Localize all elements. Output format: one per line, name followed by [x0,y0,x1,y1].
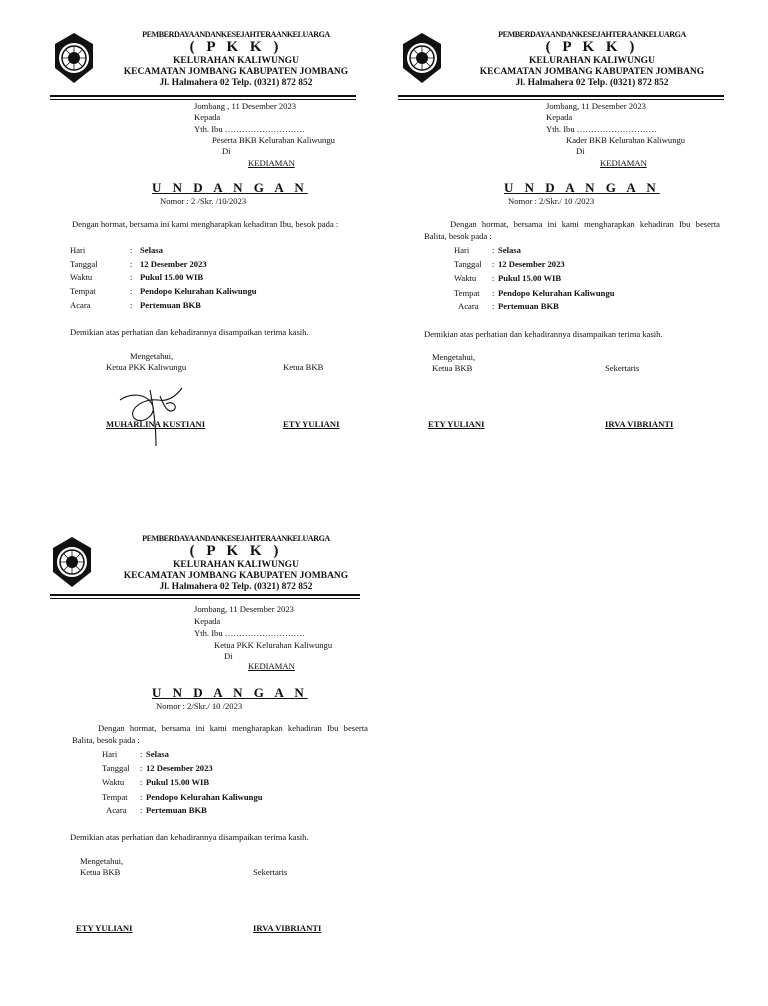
letter-date: Jombang , 11 Desember 2023 [194,101,297,111]
tanggal-label: Tanggal [102,763,130,773]
mengetahui-label: Mengetahui, [130,351,174,361]
kelurahan-line: KELURAHAN KALIWUNGU [529,56,655,67]
signer-left-title: Ketua BKB [80,867,121,877]
nomor-line: Nomor : 2/Skr./ 10 /2023 [156,701,243,711]
letter-date: Jombang, 11 Desember 2023 [194,604,294,614]
acara-value: Pertemuan BKB [498,301,559,311]
signer-right-title: Ketua BKB [283,362,324,372]
header-divider [50,594,360,596]
kepada-label: Kepada [194,112,221,122]
di-label: Di [222,146,231,156]
hari-label: Hari [70,245,86,255]
colon: : [492,301,495,311]
tempat-label: Tempat [454,288,480,298]
tempat-label: Tempat [102,792,128,802]
tanggal-value: 12 Desember 2023 [146,763,213,773]
colon: : [140,805,143,815]
yth-line: Yth. Ibu ………………………. [546,124,657,134]
tanggal-label: Tanggal [70,259,98,269]
body-paragraph: Dengan hormat, bersama ini kami mengharapkan kehadiran Ibu beserta Balita, besok pada : [72,723,368,745]
kecamatan-line: KECAMATAN JOMBANG KABUPATEN JOMBANG [123,67,349,78]
pkk-title: ( P K K ) [189,543,283,560]
colon: : [492,288,495,298]
signer-left-title: Ketua BKB [432,363,473,373]
header-divider-thin [398,99,724,100]
kelurahan-line: KELURAHAN KALIWUNGU [173,56,299,67]
acara-value: Pertemuan BKB [140,300,201,310]
tempat-value: Pendopo Kelurahan Kaliwungu [140,286,257,296]
kecamatan-line: KECAMATAN JOMBANG KABUPATEN JOMBANG [123,571,349,582]
hari-label: Hari [454,245,470,255]
hari-value: Selasa [498,245,521,255]
colon: : [140,763,143,773]
hari-value: Selasa [146,749,169,759]
pkk-title: ( P K K ) [545,39,639,56]
org-name: PEMBERDAYAANDANKESEJAHTERAANKELUARGA [498,30,686,39]
pkk-emblem-icon [52,32,96,84]
waktu-value: Pukul 15.00 WIB [146,777,210,787]
signer-left-name: ETY YULIANI [76,923,133,933]
undangan-title: U N D A N G A N [152,685,308,700]
closing-line: Demikian atas perhatian dan kehadirannya disampaikan terima kasih. [70,327,309,337]
waktu-value: Pukul 15.00 WIB [140,272,204,282]
header-divider-thin [50,598,360,599]
org-name: PEMBERDAYAANDANKESEJAHTERAANKELUARGA [142,534,330,543]
letterhead [462,30,722,89]
undangan-title: U N D A N G A N [152,180,308,195]
handwritten-signature-icon [112,370,192,450]
mengetahui-label: Mengetahui, [432,352,476,362]
letterhead [106,534,366,593]
header-divider [50,95,356,97]
kediaman-label: KEDIAMAN [600,158,647,168]
kelurahan-line: KELURAHAN KALIWUNGU [173,560,299,571]
hari-label: Hari [102,749,118,759]
colon: : [130,286,133,296]
kediaman-label: KEDIAMAN [248,158,295,168]
waktu-label: Waktu [102,777,125,787]
di-label: Di [224,651,233,661]
colon: : [492,245,495,255]
signer-right-title: Sekertaris [605,363,640,373]
colon: : [130,300,133,310]
kecamatan-line: KECAMATAN JOMBANG KABUPATEN JOMBANG [479,67,705,78]
kepada-label: Kepada [546,112,573,122]
colon: : [140,792,143,802]
signer-left-name: MUHARLINA KUSTIANI [106,419,206,429]
di-label: Di [576,146,585,156]
recipient-line: Kader BKB Kelurahan Kaliwungu [566,135,686,145]
letter-peserta-bkb [46,30,386,470]
pkk-emblem-icon [50,536,94,588]
tempat-label: Tempat [70,286,96,296]
letterhead [106,30,366,89]
acara-label: Acara [106,805,127,815]
pkk-title: ( P K K ) [189,39,283,56]
undangan-title: U N D A N G A N [504,180,660,195]
signer-right-name: ETY YULIANI [283,419,340,429]
colon: : [492,273,495,283]
tanggal-value: 12 Desember 2023 [498,259,565,269]
kediaman-label: KEDIAMAN [248,661,295,671]
signer-right-name: IRVA VIBRIANTI [605,419,674,429]
colon: : [130,245,133,255]
colon: : [140,777,143,787]
tanggal-label: Tanggal [454,259,482,269]
signer-right-name: IRVA VIBRIANTI [253,923,322,933]
yth-line: Yth. Ibu ………………………. [194,124,305,134]
header-divider-thin [50,99,356,100]
pkk-emblem-icon [400,32,444,84]
signer-left-name: ETY YULIANI [428,419,485,429]
letter-ketua-pkk [46,534,386,974]
header-divider [398,95,724,97]
acara-label: Acara [70,300,91,310]
signer-left-title: Ketua PKK Kaliwungu [106,362,187,372]
yth-line: Yth. Ibu ………………………. [194,628,305,638]
letter-kader-bkb [398,30,738,470]
tanggal-value: 12 Desember 2023 [140,259,207,269]
colon: : [140,749,143,759]
waktu-label: Waktu [454,273,477,283]
waktu-label: Waktu [70,272,93,282]
org-name: PEMBERDAYAANDANKESEJAHTERAANKELUARGA [142,30,330,39]
acara-value: Pertemuan BKB [146,805,207,815]
colon: : [130,272,133,282]
nomor-line: Nomor : 2/Skr./ 10 /2023 [508,196,595,206]
tempat-value: Pendopo Kelurahan Kaliwungu [498,288,615,298]
recipient-line: Ketua PKK Kelurahan Kaliwungu [214,640,333,650]
acara-label: Acara [458,301,479,311]
waktu-value: Pukul 15.00 WIB [498,273,562,283]
kepada-label: Kepada [194,616,221,626]
body-paragraph: Dengan hormat, bersama ini kami mengharapkan kehadiran Ibu, besok pada : [72,219,339,229]
colon: : [130,259,133,269]
nomor-line: Nomor : 2 /Skr. /10/2023 [160,196,247,206]
closing-line: Demikian atas perhatian dan kehadirannya disampaikan terima kasih. [424,329,663,339]
signer-right-title: Sekertaris [253,867,288,877]
address-line: Jl. Halmahera 02 Telp. (0321) 872 852 [159,582,313,593]
mengetahui-label: Mengetahui, [80,856,124,866]
address-line: Jl. Halmahera 02 Telp. (0321) 872 852 [515,78,669,89]
letter-date: Jombang, 11 Desember 2023 [546,101,646,111]
tempat-value: Pendopo Kelurahan Kaliwungu [146,792,263,802]
address-line: Jl. Halmahera 02 Telp. (0321) 872 852 [159,78,313,89]
body-paragraph: Dengan hormat, bersama ini kami mengharapkan kehadiran Ibu beserta Balita, besok pada : [424,219,720,241]
hari-value: Selasa [140,245,163,255]
recipient-line: Peserta BKB Kelurahan Kaliwungu [212,135,335,145]
closing-line: Demikian atas perhatian dan kehadirannya disampaikan terima kasih. [70,832,309,842]
colon: : [492,259,495,269]
